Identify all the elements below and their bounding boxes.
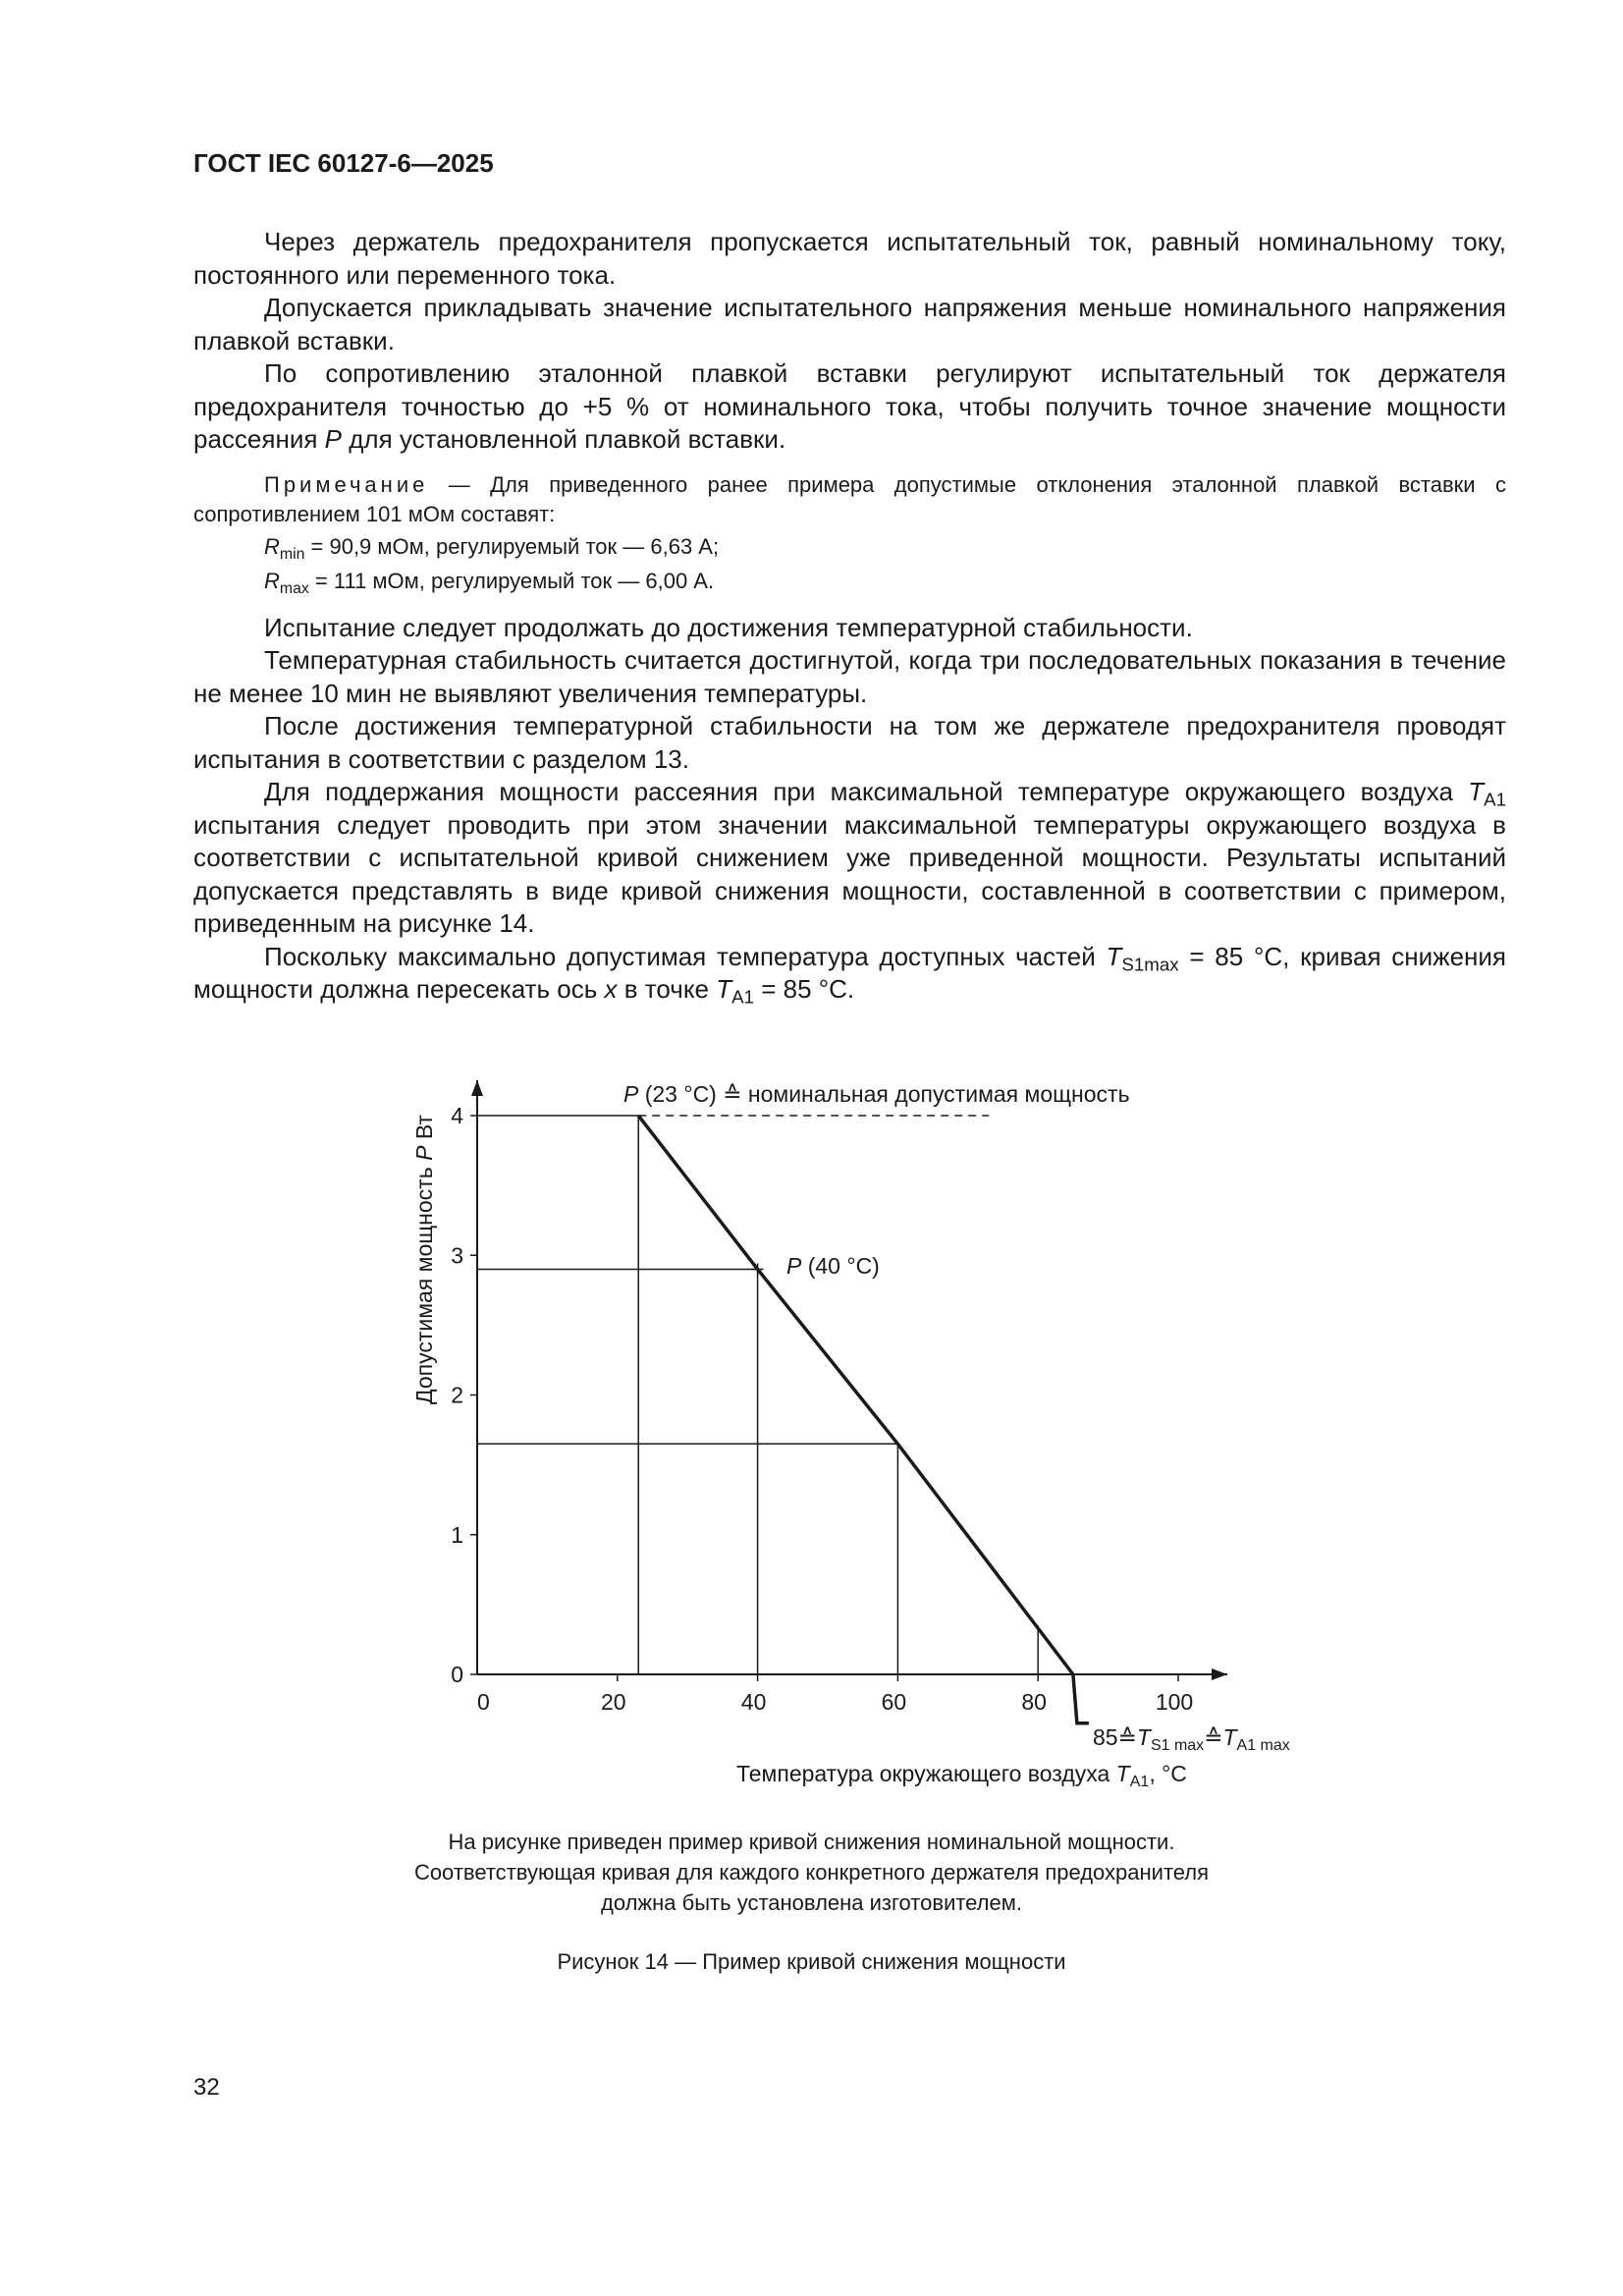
annotation-85: $85≙T_{S1 max}≙T_{A1 max}$	[1093, 1724, 1290, 1754]
page-number: 32	[193, 2074, 220, 2101]
figure-14	[0, 1061, 1623, 1807]
x-axis-label: Температура окружающего воздуха $T_{A1}$, °C	[736, 1761, 1187, 1790]
derating-chart	[0, 1061, 1623, 1807]
y-tick-label: 4	[451, 1103, 463, 1128]
x-axis-arrow	[1212, 1668, 1227, 1680]
paragraph-8: Поскольку максимально допустимая температура доступных частей $T_{S1max} = 85$ °C, кривая снижения мощности должна пересекать ось x в точке $T_{A1} = 85$ °C.	[193, 941, 1506, 1008]
paragraph-6: После достижения температурной стабильности на том же держателе предохранителя проводят испытания в соответствии с разделом 13.	[193, 711, 1506, 774]
derating-curve	[638, 1116, 1089, 1723]
formula-rmin: $R_{min} = 90,9$ мОм, регулируемый ток — 6,63 А;	[264, 533, 720, 563]
x-tick-label: 60	[881, 1689, 907, 1715]
figure-note	[0, 1827, 1623, 1918]
figure-note-line-3: должна быть установлена изготовителем.	[600, 1890, 1022, 1915]
x-tick-label: 0	[477, 1689, 490, 1715]
note	[193, 470, 1506, 529]
body-text	[193, 226, 1506, 1007]
paragraph-3: По сопротивлению эталонной плавкой вставки регулируют испытательный ток держателя предохранителя точностью до +5 % от номинального тока, чтобы получить точное значение мощности рассеяния P для установленной плавкой вставки.	[193, 358, 1506, 454]
x-tick-label: 20	[601, 1689, 626, 1715]
paragraph-5: Температурная стабильность считается достигнутой, когда три последовательных показания в течение не менее 10 мин не выявляют увеличения температуры.	[193, 645, 1506, 708]
paragraph-2: Допускается прикладывать значение испытательного напряжения меньше номинального напряжения плавкой вставки.	[193, 293, 1506, 355]
note-label: Примечание	[264, 471, 429, 497]
y-tick-label: 3	[451, 1242, 463, 1269]
chart-curve	[638, 1116, 1089, 1723]
x-tick-label: 100	[1155, 1689, 1194, 1715]
y-tick-label: 2	[451, 1382, 463, 1408]
paragraph-4: Испытание следует продолжать до достижения температурной стабильности.	[264, 612, 1193, 642]
paragraph-1: Через держатель предохранителя пропускается испытательный ток, равный номинальному току, постоянного или переменного тока.	[193, 227, 1506, 290]
chart-helper-lines	[477, 1116, 1038, 1674]
figure-note-line-1: На рисунке приведен пример кривой снижения номинальной мощности.	[448, 1830, 1175, 1854]
y-axis-label: Допустимая мощность P Вт	[411, 1115, 437, 1404]
y-axis-arrow	[471, 1080, 483, 1096]
annotation-rated-power: P (23 °C) ≙ номинальная допустимая мощность	[623, 1081, 1130, 1107]
annotation-p40: P (40 °C)	[786, 1253, 880, 1279]
x-tick-label: 80	[1021, 1689, 1047, 1715]
y-tick-label: 1	[451, 1521, 463, 1548]
chart-ticks	[451, 1103, 1193, 1715]
document-header: ГОСТ IEC 60127-6—2025	[193, 148, 494, 178]
formula-rmax: $R_{max} = 111$ мОм, регулируемый ток — 6,00 А.	[264, 568, 715, 597]
note-text: — Для приведенного ранее примера допустимые отклонения эталонной плавкой вставки с сопротивлением 101 мОм составят:	[193, 471, 1506, 526]
x-tick-label: 40	[740, 1689, 767, 1715]
chart-axes	[471, 1080, 1227, 1680]
figure-caption: Рисунок 14 — Пример кривой снижения мощности	[557, 1949, 1066, 1974]
paragraph-7: Для поддержания мощности рассеяния при максимальной температуре окружающего воздуха $T_{A1}$ испытания следует проводить при этом значении максимальной температуры окружающего воздуха в соответствии с испытательной кривой снижением уже приведенной мощности. Результаты испытаний допускается представлять в виде кривой снижения мощности, составленной в соответствии с примером, приведенным на рисунке 14.	[193, 777, 1506, 938]
figure-note-line-2: Соответствующая кривая для каждого конкретного держателя предохранителя	[413, 1860, 1210, 1885]
y-tick-label: 0	[451, 1662, 463, 1687]
formula-block	[264, 529, 1506, 598]
